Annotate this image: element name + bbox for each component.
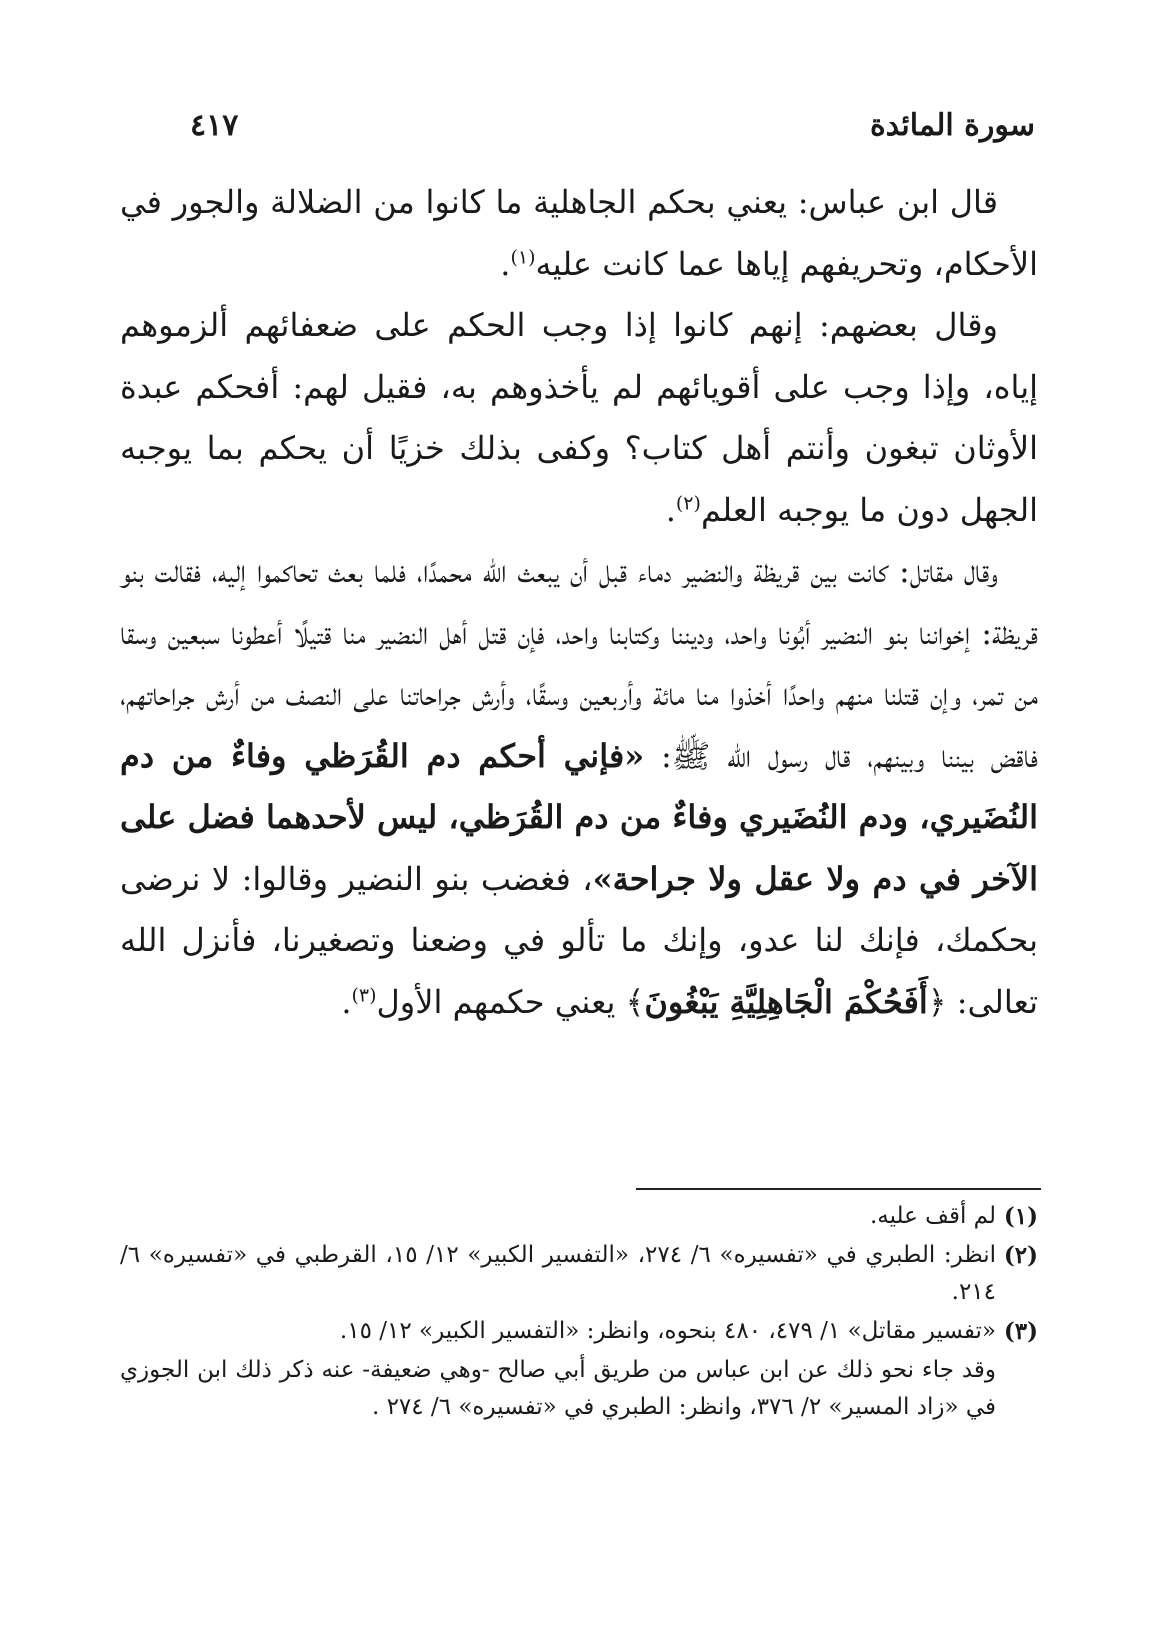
quran-close-bracket: ﴾ (625, 982, 645, 1021)
paragraph-text-continued: ، فغضب بنو النضير وقالوا: لا نرضى بحكمك، فإنك لنا عدو، وإنك ما تألو في وضعنا وتصغيرنا، فأنزل الله تعالى: (120, 859, 1039, 1021)
sentence-end: . (341, 982, 352, 1021)
footnote-ref-3: (٣) (351, 983, 377, 1006)
footnote-3-continuation: وقد جاء نحو ذلك عن ابن عباس من طريق أبي صالح -وهي ضعيفة- عنه ذكر ذلك ابن الجوزي في «زاد المسير» ٢/ ٣٧٦، وانظر: الطبري في «تفسيره» ٦/ ٢٧٤ . (120, 1357, 996, 1420)
page-number: ٤١٧ (190, 108, 239, 143)
paragraph-text: وقال مقاتل: كانت بين قريظة والنضير دماء قبل أن يبعث الله محمدًا، فلما بعث تحاكموا إليه، فقالت بنو قريظة: إخواننا بنو النضير أبُونا واحد، وديننا وكتابنا واحد، فإن قتل أهل النضير منا قتيلًا أعطونا سبعين وسقا من تمر، وإن قتلنا منهم واحدًا أخذوا منا مائة وأربعين وسقًا، وأرش جراحاتنا على النصف من أرش جراحاتهم، فاقض بيننا وبينهم، قال رسول الله ﷺ: (120, 552, 1039, 775)
footnote-number: (٣) (1003, 1318, 1038, 1345)
main-text (120, 172, 1038, 1033)
paragraph-text: قال ابن عباس: يعني بحكم الجاهلية ما كانوا من الضلالة والجور في الأحكام، وتحريفهم إياها عما كانت عليه (120, 183, 1038, 283)
paragraph-muqatil (120, 541, 1038, 1033)
footnote-number: (١) (1003, 1203, 1038, 1230)
footnote-separator (636, 1188, 1041, 1190)
footnote-text: «تفسير مقاتل» ١/ ٤٧٩، ٤٨٠ بنحوه، وانظر: «التفسير الكبير» ١٢/ ١٥. (339, 1318, 996, 1344)
footnote-3 (120, 1313, 1038, 1350)
quran-open-bracket: ﴿ (927, 982, 947, 1021)
footnote-ref-2: (٢) (675, 491, 701, 514)
sentence-end: . (500, 244, 511, 283)
quran-verse-text: أَفَحُكْمَ الْجَاهِلِيَّةِ يَبْغُونَ (644, 982, 928, 1021)
hadith-quote: «فإني أحكم دم القُرَظي وفاءٌ من دم النُضَيري، ودم النُضَيري وفاءٌ من دم القُرَظي، ليس لأحدهما فضل على الآخر في دم ولا عقل ولا جراحة» (120, 736, 1038, 898)
footnote-text: لم أقف عليه. (869, 1203, 996, 1229)
surah-title: سورة المائدة (869, 108, 1035, 143)
page-header (120, 108, 1043, 148)
paragraph-some-said (120, 295, 1038, 541)
footnote-1 (120, 1198, 1038, 1235)
footnote-2 (120, 1237, 1038, 1311)
footnotes (120, 1198, 1038, 1426)
footnote-text: انظر: الطبري في «تفسيره» ٦/ ٢٧٤، «التفسير الكبير» ١٢/ ١٥، القرطبي في «تفسيره» ٦/ ٢١٤. (120, 1242, 996, 1305)
quran-verse (626, 983, 947, 1021)
footnote-number: (٢) (1003, 1242, 1038, 1269)
footnote-ref-1: (١) (510, 245, 536, 268)
sentence-end: . (665, 490, 676, 529)
paragraph-text: وقال بعضهم: إنهم كانوا إذا وجب الحكم على ضعفائهم ألزموهم إياه، وإذا وجب على أقويائهم لم يأخذوهم به، فقيل لهم: أفحكم عبدة الأوثان تبغون وأنتم أهل كتاب؟ وكفى بذلك خزيًا أن يحكم بما يوجبه الجهل دون ما يوجبه العلم (120, 306, 1039, 529)
paragraph-text-end: يعني حكمهم الأول (376, 982, 616, 1021)
paragraph-ibn-abbas (120, 172, 1038, 295)
